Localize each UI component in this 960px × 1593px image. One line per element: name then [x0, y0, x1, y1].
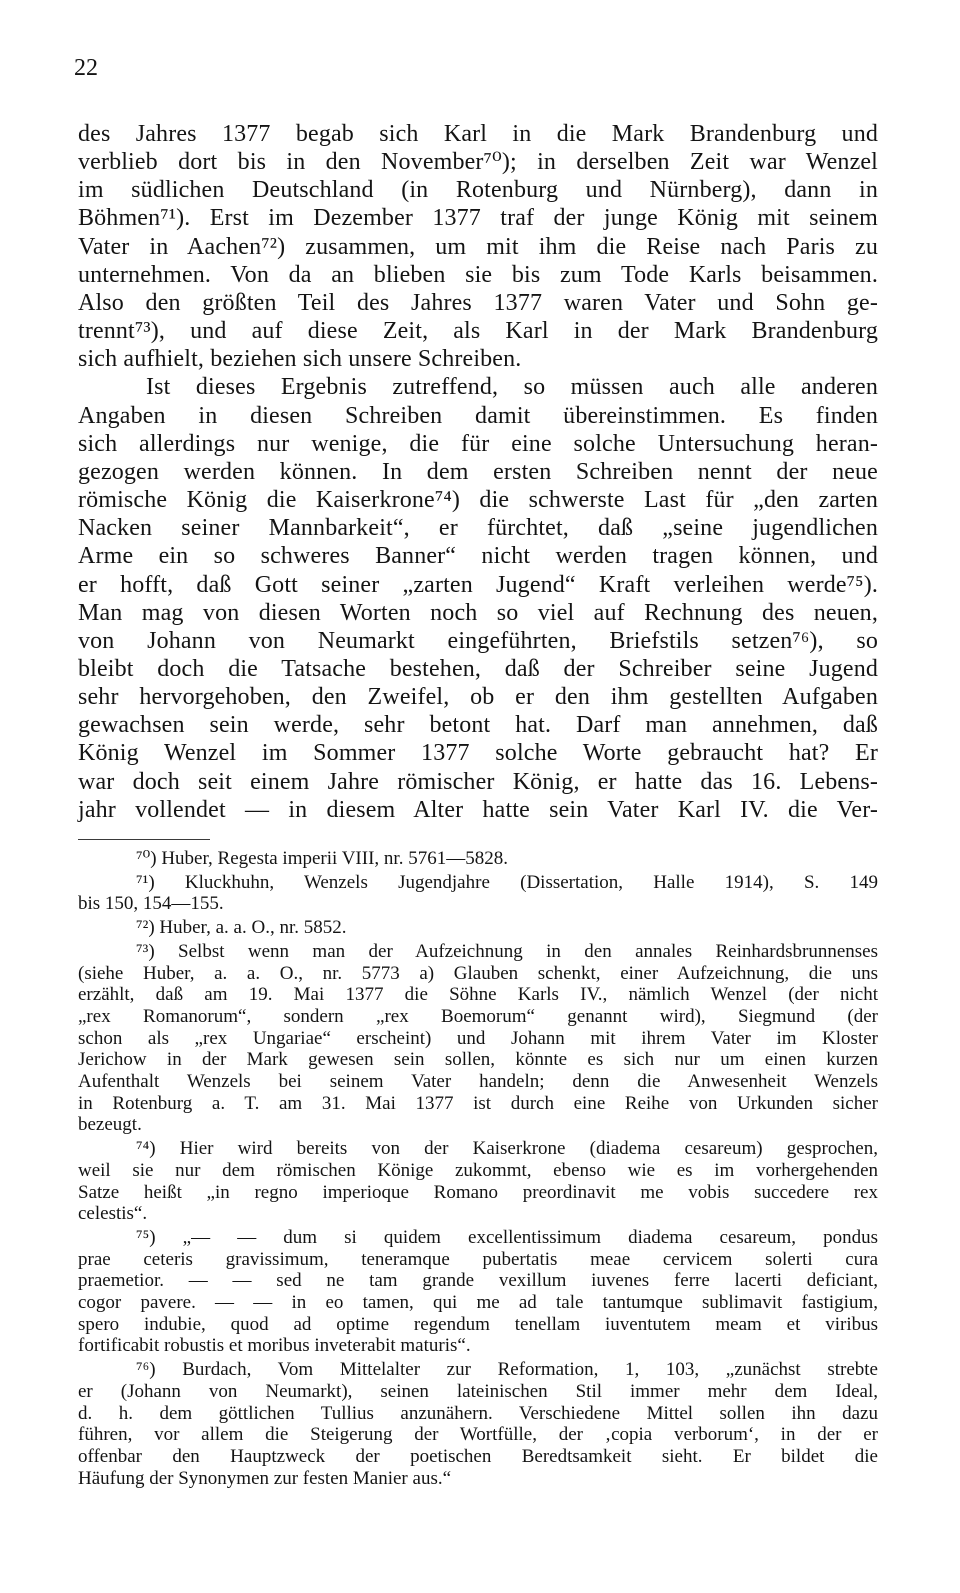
- footnote-line: erzählt, daß am 19. Mai 1377 die Söhne Karls IV., nämlich Wenzel (der nicht: [78, 984, 878, 1006]
- footnote-line: ⁷⁶) Burdach, Vom Mittelalter zur Reformation, 1, 103, „zunächst strebte: [136, 1359, 878, 1381]
- footnote-line: spero indubie, quod ad optime regendum tenellam iuventutem meam et viribus: [78, 1313, 878, 1335]
- footnote-line: ⁷⁰) Huber, Regesta imperii VIII, nr. 5761—5828.: [136, 848, 508, 869]
- text-line: König Wenzel im Sommer 1377 solche Worte gebraucht hat? Er: [78, 740, 878, 767]
- text-line: bleibt doch die Tatsache bestehen, daß der Schreiber seine Jugend: [78, 655, 878, 682]
- footnote-line: Jerichow in der Mark gewesen sein sollen, könnte es sich nur um einen kurzen: [78, 1049, 878, 1071]
- text-line: von Johann von Neumarkt eingeführten, Briefstils setzen⁷⁶), so: [78, 627, 878, 654]
- text-line: sich allerdings nur wenige, die für eine solche Untersuchung heran-: [78, 430, 878, 457]
- text-line: Arme ein so schweres Banner“ nicht werden tragen können, und: [78, 543, 878, 570]
- text-line: er hofft, daß Gott seiner „zarten Jugend“ Kraft verleihen werde⁷⁵).: [78, 571, 878, 598]
- text-line: Nacken seiner Mannbarkeit“, er fürchtet, daß „seine jugendlichen: [78, 515, 878, 542]
- text-line: gezogen werden können. In dem ersten Schreiben nennt der neue: [78, 458, 878, 485]
- footnote-line: offenbar den Hauptzweck der poetischen Beredtsamkeit sieht. Er bildet die: [78, 1445, 878, 1467]
- text-line: Böhmen⁷¹). Erst im Dezember 1377 traf der junge König mit seinem: [78, 205, 878, 232]
- text-line: jahr vollendet — in diesem Alter hatte sein Vater Karl IV. die Ver-: [78, 796, 878, 823]
- text-line: römische König die Kaiserkrone⁷⁴) die schwerste Last für „den zarten: [78, 487, 878, 514]
- text-line: des Jahres 1377 begab sich Karl in die Mark Brandenburg und: [78, 121, 878, 147]
- footnote-line: prae ceteris gravissimum, teneramque pubertatis meae cervicem solerti cura: [78, 1248, 878, 1270]
- footnote-line: weil sie nur dem römischen Könige zukommt, ebenso wie es im vorhergehenden: [78, 1159, 878, 1181]
- footnote-line: ⁷³) Selbst wenn man der Aufzeichnung in den annales Reinhardsbrunnenses: [136, 940, 878, 962]
- footnote-line: ⁷⁴) Hier wird bereits von der Kaiserkrone (diadema cesareum) gesprochen,: [136, 1138, 878, 1160]
- text-line: Ist dieses Ergebnis zutreffend, so müssen auch alle anderen: [146, 374, 878, 401]
- footnote-line: „rex Romanorum“, sondern „rex Boemorum“ genannt wird), Siegmund (der: [78, 1005, 878, 1027]
- text-line: trennt⁷³), und auf diese Zeit, als Karl in der Mark Brandenburg: [78, 318, 878, 345]
- main-text: [78, 120, 878, 824]
- text-line: unternehmen. Von da an blieben sie bis zum Tode Karls beisammen.: [78, 261, 878, 288]
- footnote-line: cogor pavere. — — in eo tamen, qui me ad tale tantumque sublimavit fastigium,: [78, 1292, 878, 1314]
- text-line: verblieb dort bis in den November⁷⁰); in derselben Zeit war Wenzel: [78, 149, 878, 176]
- footnote-line: ⁷²) Huber, a. a. O., nr. 5852.: [136, 917, 347, 939]
- footnote-line: (siehe Huber, a. a. O., nr. 5773 a) Glauben schenkt, einer Aufzeichnung, die uns: [78, 962, 878, 984]
- footnote-line: celestis“.: [78, 1203, 148, 1225]
- footnote-line: ⁷¹) Kluckhuhn, Wenzels Jugendjahre (Dissertation, Halle 1914), S. 149: [136, 871, 878, 893]
- footnotes: [78, 848, 878, 1489]
- page-number: 22: [74, 55, 98, 81]
- footnote-line: schon als „rex Ungariae“ erscheint) und Johann mit ihrem Vater im Kloster: [78, 1027, 878, 1049]
- text-line: sich aufhielt, beziehen sich unsere Schreiben.: [78, 346, 522, 373]
- footnote-divider: [78, 839, 210, 840]
- footnote-line: Satze heißt „in regno imperioque Romano preordinavit me vobis succedere rex: [78, 1181, 878, 1203]
- text-line: war doch seit einem Jahre römischer König, er hatte das 16. Lebens-: [78, 768, 878, 795]
- text-line: sehr hervorgehoben, den Zweifel, ob er den ihm gestellten Aufgaben: [78, 684, 878, 711]
- text-line: Man mag von diesen Worten noch so viel auf Rechnung des neuen,: [78, 599, 878, 626]
- text-line: im südlichen Deutschland (in Rotenburg und Nürnberg), dann in: [78, 177, 878, 204]
- footnote-line: d. h. dem göttlichen Tullius anzunähern. Verschiedene Mittel sollen ihn dazu: [78, 1402, 878, 1424]
- footnote-line: führen, vor allem die Steigerung der Wortfülle, der ‚copia verborum‘, in der er: [78, 1424, 878, 1446]
- text-line: gewachsen sein werde, sehr betont hat. Darf man annehmen, daß: [78, 712, 878, 739]
- footnote-line: Aufenthalt Wenzels bei seinem Vater handeln; denn die Anwesenheit Wenzels: [78, 1071, 878, 1093]
- footnote-line: praemetior. — — sed ne tam grande vexillum iuvenes ferre lacerti deficiant,: [78, 1270, 878, 1292]
- footnote-line: bezeugt.: [78, 1114, 142, 1136]
- text-line: Vater in Aachen⁷²) zusammen, um mit ihm die Reise nach Paris zu: [78, 233, 878, 260]
- footnote-line: Häufung der Synonymen zur festen Manier aus.“: [78, 1467, 452, 1489]
- footnote-line: fortificabit robustis et moribus inveterabit maturis“.: [78, 1335, 471, 1357]
- footnote-line: ⁷⁵) „— — dum si quidem excellentissimum diadema cesareum, pondus: [136, 1226, 878, 1248]
- text-line: Angaben in diesen Schreiben damit übereinstimmen. Es finden: [78, 402, 878, 429]
- footnote-line: in Rotenburg a. T. am 31. Mai 1377 ist durch eine Reihe von Urkunden sicher: [78, 1092, 878, 1114]
- footnote-line: er (Johann von Neumarkt), seinen lateinischen Stil immer mehr dem Ideal,: [78, 1380, 878, 1402]
- footnote-line: bis 150, 154—155.: [78, 893, 224, 915]
- text-line: Also den größten Teil des Jahres 1377 waren Vater und Sohn ge-: [78, 289, 878, 316]
